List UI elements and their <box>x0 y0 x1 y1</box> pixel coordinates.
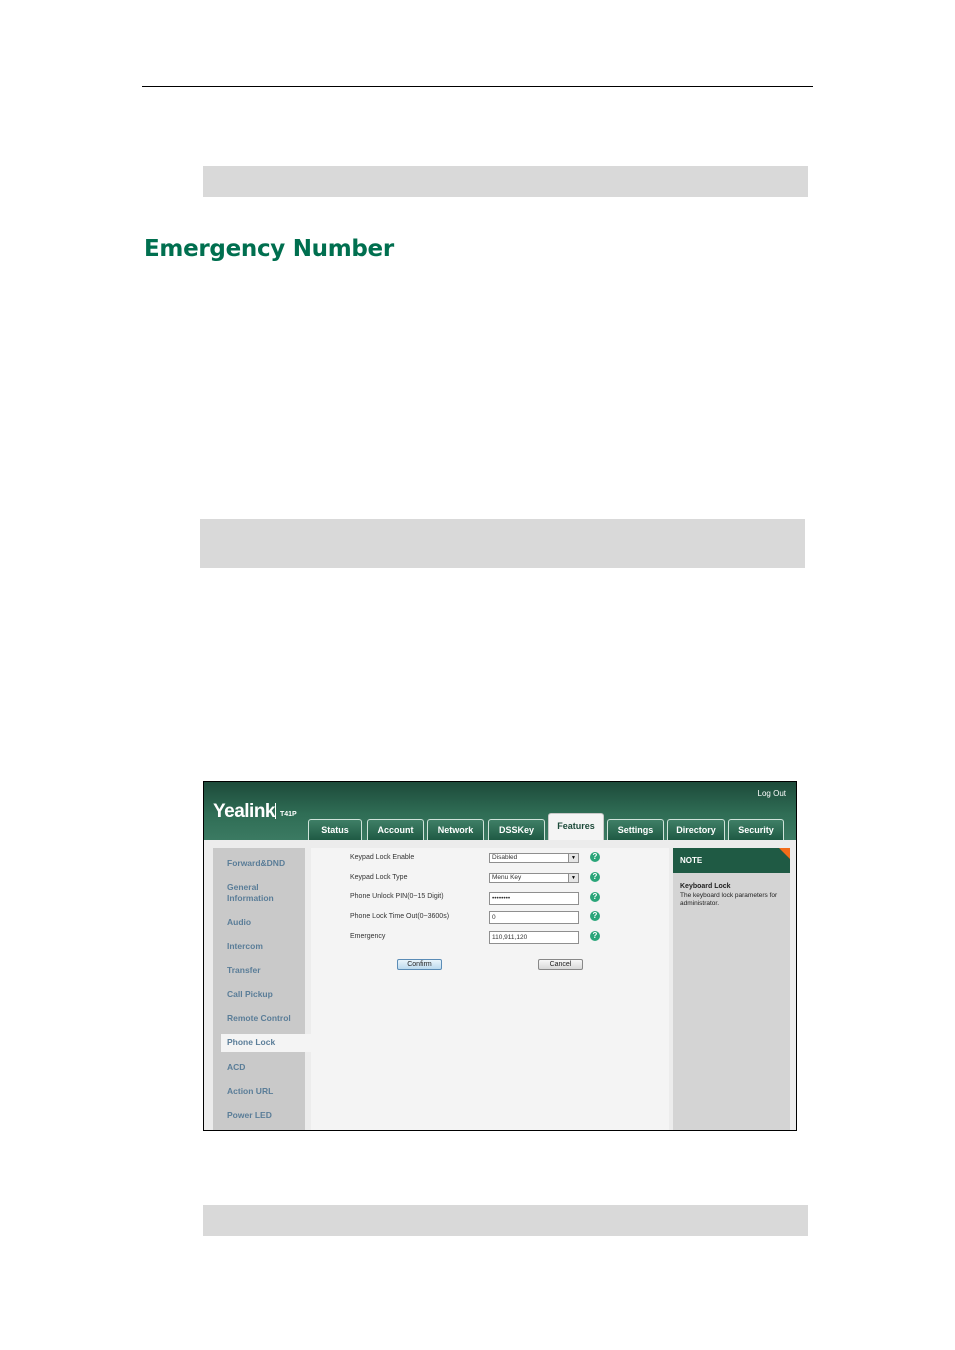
keypad-lock-enable-label: Keypad Lock Enable <box>350 854 415 861</box>
web-ui-header <box>204 782 796 840</box>
tab-features[interactable]: Features <box>548 813 604 840</box>
tab-directory[interactable]: Directory <box>667 819 725 840</box>
select-value: Menu Key <box>492 874 522 881</box>
tab-network[interactable]: Network <box>427 819 484 840</box>
sidebar-item-transfer[interactable]: Transfer <box>227 965 261 975</box>
emergency-label: Emergency <box>350 933 386 940</box>
emergency-input[interactable]: 110,911,120 <box>489 931 579 944</box>
help-icon[interactable]: ? <box>590 931 600 941</box>
sidebar-item-power-led[interactable]: Power LED <box>227 1110 272 1120</box>
section-heading: Emergency Number <box>144 236 394 262</box>
confirm-button[interactable]: Confirm <box>397 959 442 970</box>
keypad-lock-type-label: Keypad Lock Type <box>350 874 408 881</box>
tab-status[interactable]: Status <box>308 819 362 840</box>
sidebar-item-call-pickup[interactable]: Call Pickup <box>227 989 273 999</box>
sidebar-item-phone-lock[interactable] <box>221 1034 313 1052</box>
tab-dsskey[interactable]: DSSKey <box>488 819 545 840</box>
sidebar-item-forward-dnd[interactable]: Forward&DND <box>227 858 286 868</box>
note-text: The keyboard lock parameters for administrator. <box>680 892 778 907</box>
unlock-pin-input[interactable]: •••••••• <box>489 892 579 905</box>
keypad-lock-enable-select[interactable] <box>489 853 579 863</box>
table-header-bar-1 <box>203 166 808 197</box>
chevron-down-icon: ▼ <box>568 854 578 862</box>
table-header-bar-2 <box>200 519 805 568</box>
table-header-bar-3 <box>203 1205 808 1236</box>
sidebar-item-action-url[interactable]: Action URL <box>227 1086 274 1096</box>
note-header: NOTE <box>673 848 790 873</box>
header-rule <box>142 86 813 87</box>
sidebar-item-remote-control[interactable]: Remote Control <box>227 1013 291 1023</box>
content-panel <box>311 848 669 1130</box>
note-corner-flag <box>779 848 790 859</box>
sidebar-item-acd[interactable]: ACD <box>227 1062 246 1072</box>
sidebar-item-label: Phone Lock <box>227 1037 276 1047</box>
tab-security[interactable]: Security <box>728 819 784 840</box>
lock-timeout-label: Phone Lock Time Out(0~3600s) <box>350 913 450 920</box>
unlock-pin-label: Phone Unlock PIN(0~15 Digit) <box>350 893 444 900</box>
sidebar-item-intercom[interactable]: Intercom <box>227 941 263 951</box>
note-title: Keyboard Lock <box>680 883 731 890</box>
web-ui-screenshot <box>203 781 797 1131</box>
logout-link[interactable]: Log Out <box>757 789 786 798</box>
sidebar-item-general-information[interactable]: General Information <box>227 882 274 903</box>
help-icon[interactable]: ? <box>590 852 600 862</box>
cancel-button[interactable]: Cancel <box>538 959 583 970</box>
sidebar-item-audio[interactable]: Audio <box>227 917 252 927</box>
lock-timeout-input[interactable]: 0 <box>489 911 579 924</box>
note-panel <box>673 848 790 1130</box>
help-icon[interactable]: ? <box>590 872 600 882</box>
tab-account[interactable]: Account <box>367 819 424 840</box>
logo-separator <box>275 803 276 819</box>
tab-settings[interactable]: Settings <box>607 819 664 840</box>
help-icon[interactable]: ? <box>590 892 600 902</box>
chevron-down-icon: ▼ <box>568 874 578 882</box>
yealink-logo: Yealink <box>213 801 275 822</box>
help-icon[interactable]: ? <box>590 911 600 921</box>
select-value: Disabled <box>492 854 518 861</box>
model-label: T41P <box>280 811 297 818</box>
keypad-lock-type-select[interactable] <box>489 873 579 883</box>
